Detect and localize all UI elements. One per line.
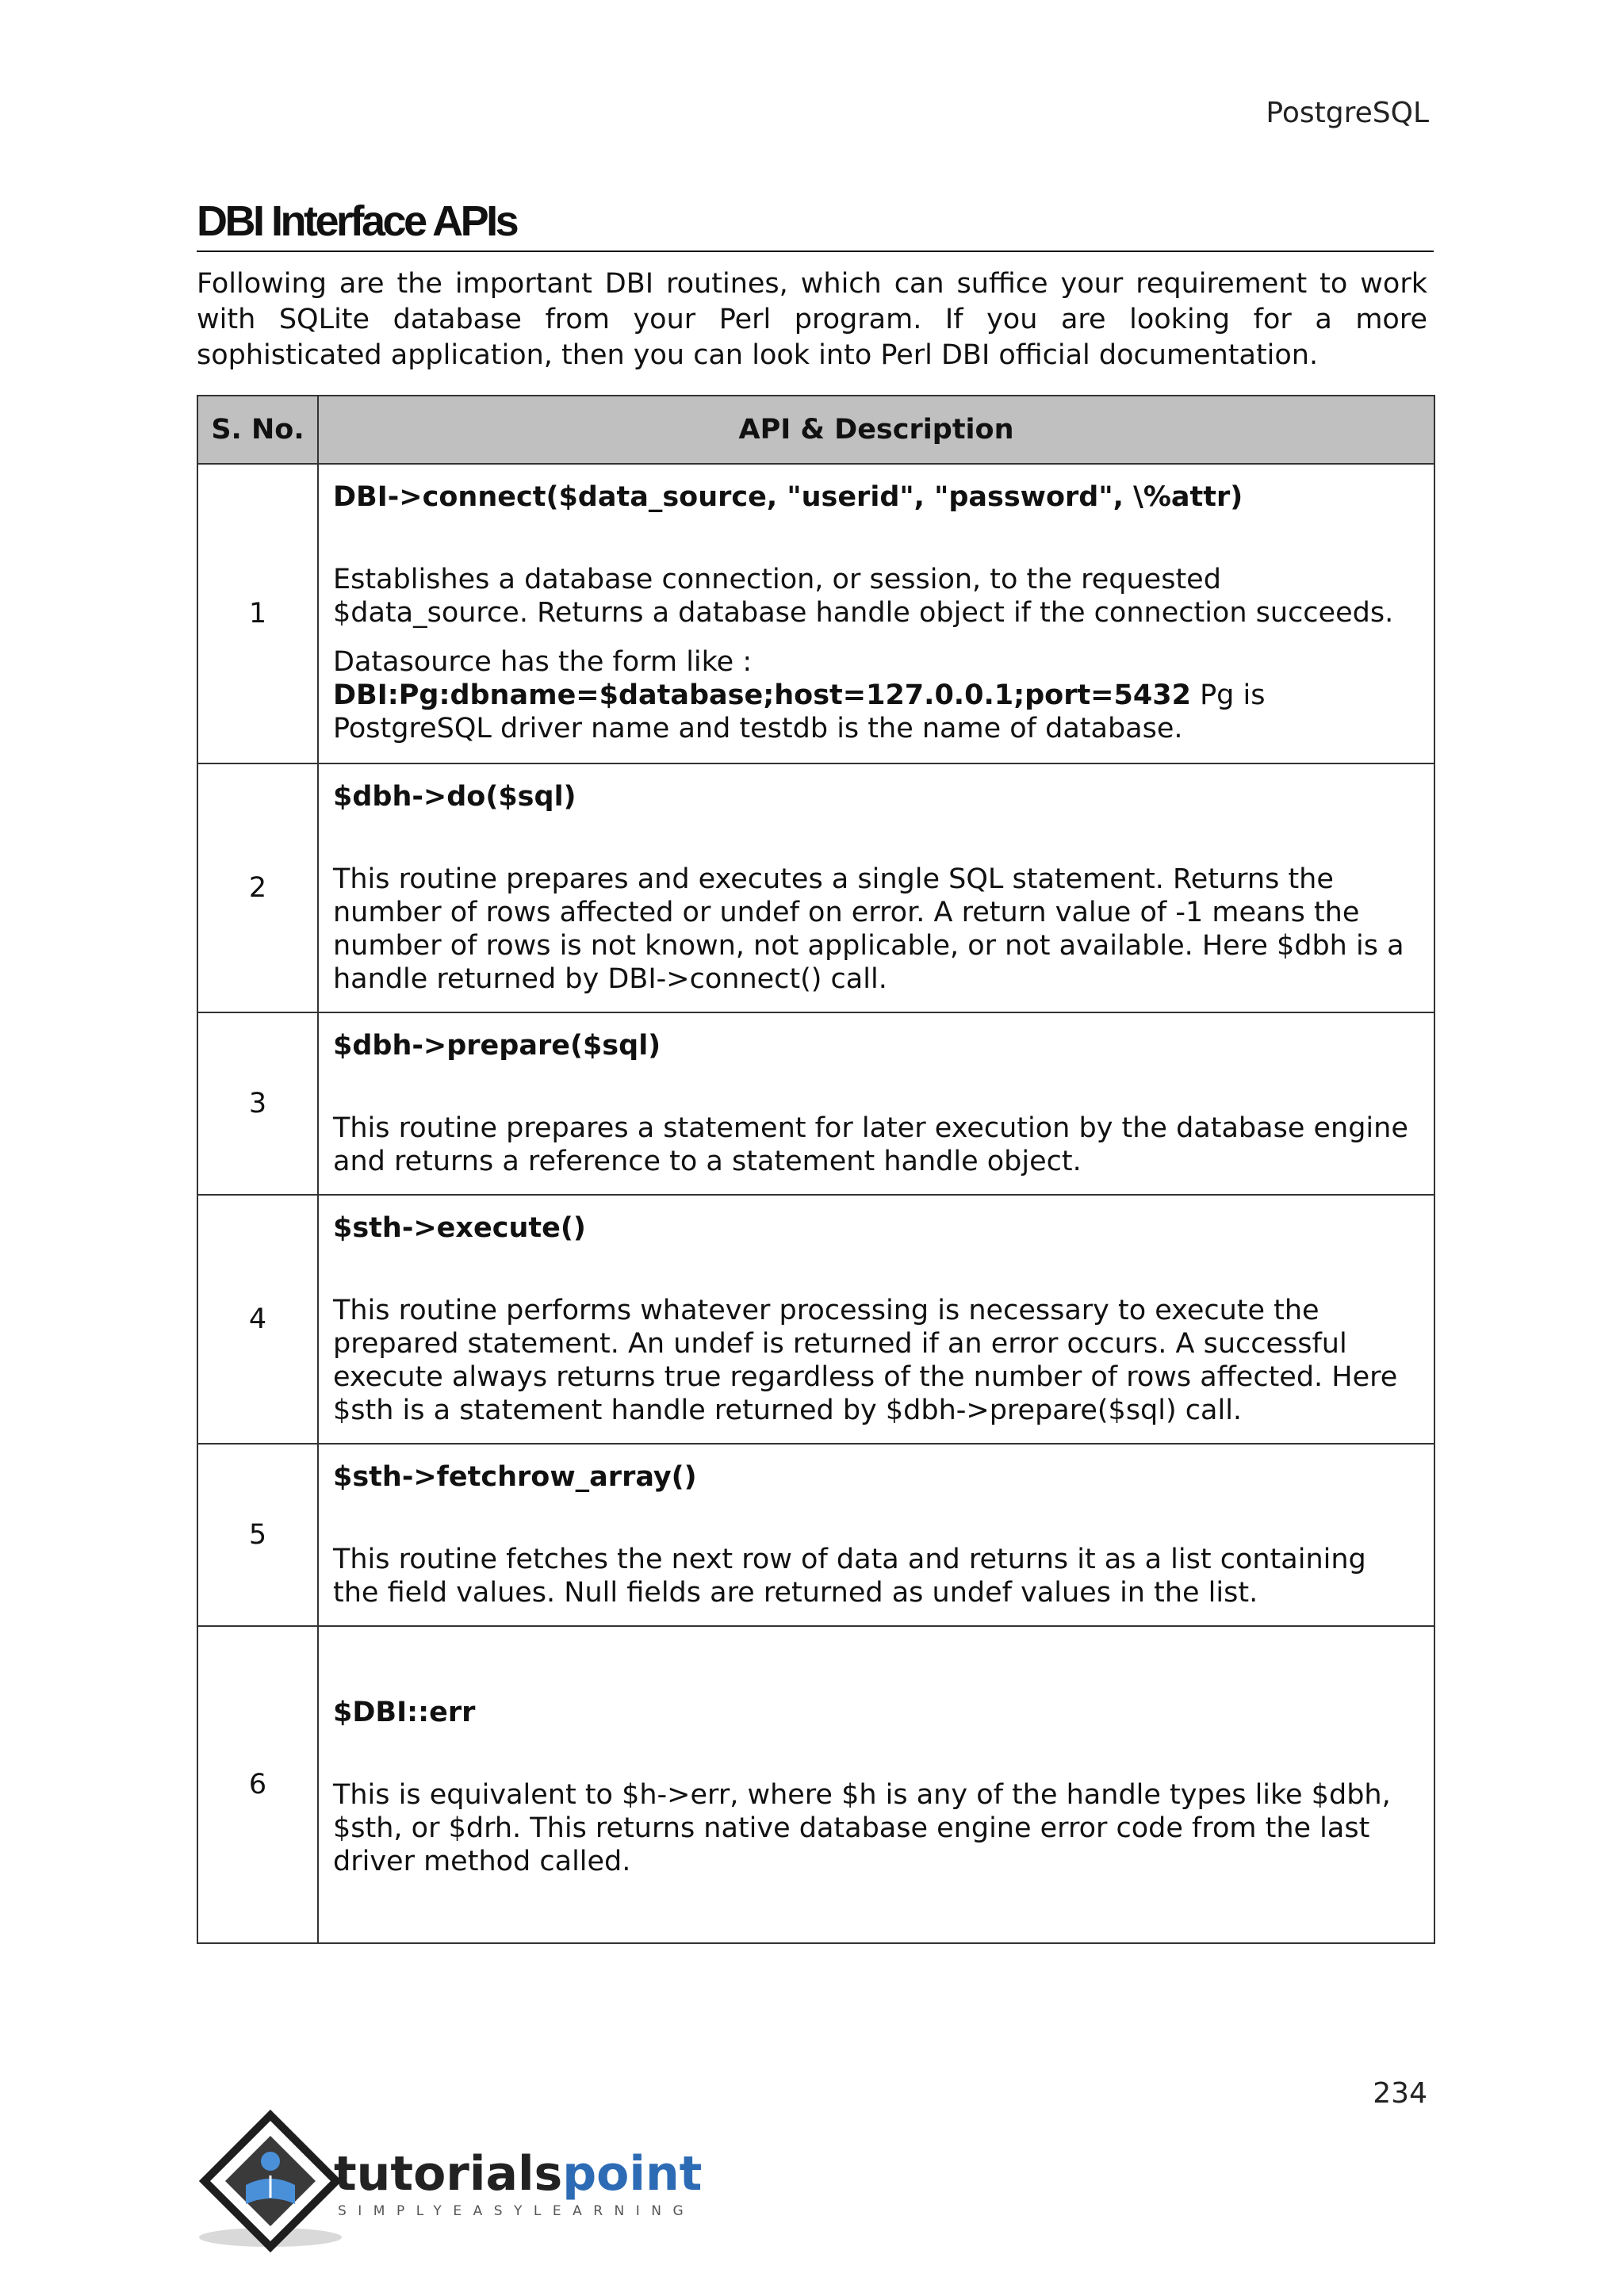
- row-description: [318, 1195, 1434, 1444]
- logo-graphic: [195, 2109, 703, 2252]
- api-table: [197, 395, 1435, 1944]
- api-signature: $dbh->do($sql): [333, 781, 576, 813]
- table-row: [197, 1012, 1434, 1195]
- table-row: [197, 464, 1434, 763]
- api-signature: $DBI::err: [333, 1697, 476, 1728]
- table-row: [197, 1626, 1434, 1943]
- row-number: 1: [197, 464, 318, 763]
- table-row: [197, 1195, 1434, 1444]
- api-description: Establishes a database connection, or session, to the requested $data_source. Returns a database handle object if the connection succeeds.: [333, 564, 1394, 629]
- row-description: [318, 1444, 1434, 1626]
- intro-paragraph: Following are the important DBI routines, which can suffice your requirement to work with SQLite database from your Perl program. If you are looking for a more sophisticated application, then you can look into Perl DBI official documentation.: [197, 268, 1427, 371]
- api-signature: $dbh->prepare($sql): [333, 1030, 661, 1062]
- api-description: This routine fetches the next row of data and returns it as a list containing the field values. Null fields are returned as undef values in the list.: [333, 1544, 1366, 1609]
- api-signature: DBI->connect($data_source, "userid", "password", \%attr): [333, 481, 1243, 513]
- api-signature: $sth->fetchrow_array(): [333, 1461, 697, 1493]
- table-row: [197, 763, 1434, 1012]
- note-prefix: Datasource has the form like :: [333, 646, 753, 678]
- running-header: PostgreSQL: [1266, 97, 1429, 129]
- row-number: 4: [197, 1195, 318, 1444]
- api-description: This is equivalent to $h->err, where $h is any of the handle types like $dbh, $sth, or $drh. This returns native database engine error code from the last driver method called.: [333, 1779, 1391, 1877]
- api-description: This routine prepares and executes a single SQL statement. Returns the number of rows affected or undef on error. A return value of -1 means the number of rows is not known, not applicable, or not available. Here $dbh is a handle returned by DBI->connect() call.: [333, 863, 1404, 995]
- row-number: 5: [197, 1444, 318, 1626]
- row-number: 3: [197, 1012, 318, 1195]
- page-number: 234: [1373, 2077, 1427, 2110]
- row-description: [318, 763, 1434, 1012]
- table-header-row: [197, 396, 1434, 464]
- note-suffix: Pg is PostgreSQL driver name and testdb is the name of database.: [333, 679, 1266, 744]
- row-description: [318, 1626, 1434, 1943]
- datasource-note: [333, 645, 1418, 745]
- logo-wordmark: tutorialspoint: [334, 2146, 703, 2202]
- logo-person-head: [261, 2152, 280, 2171]
- row-number: 6: [197, 1626, 318, 1943]
- col-header-api: API & Description: [318, 396, 1434, 464]
- api-signature: $sth->execute(): [333, 1212, 586, 1244]
- api-description: This routine prepares a statement for later execution by the database engine and returns a reference to a statement handle object.: [333, 1112, 1408, 1177]
- table-row: [197, 1444, 1434, 1626]
- row-description: [318, 1012, 1434, 1195]
- row-number: 2: [197, 763, 318, 1012]
- dsn-string: DBI:Pg:dbname=$database;host=127.0.0.1;port=5432: [333, 679, 1191, 711]
- tutorialspoint-logo: [195, 2109, 703, 2255]
- col-header-sno: S. No.: [197, 396, 318, 464]
- row-description: [318, 464, 1434, 763]
- section-title: DBI Interface APIs: [197, 197, 1434, 252]
- api-description: This routine performs whatever processing is necessary to execute the prepared statement. An undef is returned if an error occurs. A successful execute always returns true regardless of the number of rows affected. Here $sth is a statement handle returned by $dbh->prepare($sql) call.: [333, 1295, 1398, 1426]
- logo-tagline: SIMPLYEASYLEARNING: [338, 2203, 695, 2219]
